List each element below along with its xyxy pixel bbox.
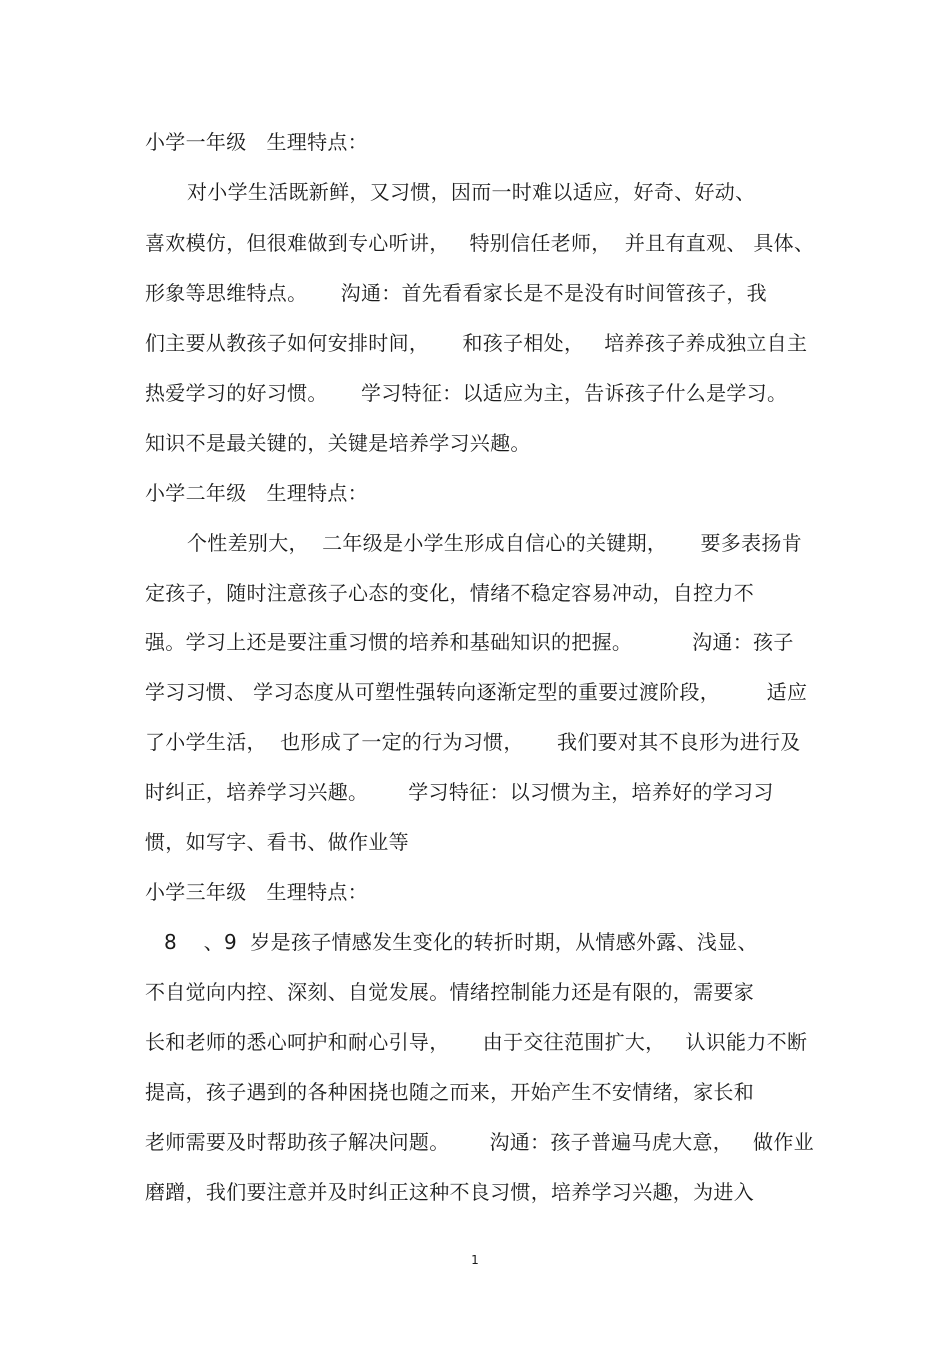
section-heading-grade-2: 小学二年级 生理特点： <box>145 481 368 505</box>
paragraph-line: 学习习惯、 学习态度从可塑性强转向逐渐定型的重要过渡阶段， 适应 <box>145 680 808 704</box>
paragraph-line: 形象等思维特点。 沟通：首先看看家长是不是没有时间管孩子，我 <box>145 281 767 305</box>
paragraph-line: 们主要从教孩子如何安排时间， 和孩子相处， 培养孩子养成独立自主 <box>145 331 808 355</box>
paragraph-line: 了小学生活， 也形成了一定的行为习惯， 我们要对其不良形为进行及 <box>145 730 801 754</box>
paragraph-line: 提高，孩子遇到的各种困挠也随之而来，开始产生不安情绪，家长和 <box>145 1080 754 1104</box>
paragraph-line: 时纠正，培养学习兴趣。 学习特征：以习惯为主，培养好的学习习 <box>145 780 774 804</box>
paragraph-line: 强。学习上还是要注重习惯的培养和基础知识的把握。 沟通：孩子 <box>145 630 794 654</box>
paragraph-line: 不自觉向内控、深刻、自觉发展。情绪控制能力还是有限的，需要家 <box>145 980 754 1004</box>
paragraph-line: 惯，如写字、看书、做作业等 <box>145 830 409 854</box>
paragraph-line: 8 、9 岁是孩子情感发生变化的转折时期，从情感外露、浅显、 <box>164 930 758 954</box>
paragraph-line: 定孩子，随时注意孩子心态的变化，情绪不稳定容易冲动，自控力不 <box>145 581 754 605</box>
page-number: 1 <box>471 1253 479 1267</box>
paragraph-line: 对小学生活既新鲜，又习惯，因而一时难以适应，好奇、好动、 <box>187 180 756 204</box>
paragraph-line: 老师需要及时帮助孩子解决问题。 沟通：孩子普遍马虎大意， 做作业 <box>145 1130 814 1154</box>
section-heading-grade-1: 小学一年级 生理特点： <box>145 130 368 154</box>
paragraph-line: 磨蹭，我们要注意并及时纠正这种不良习惯，培养学习兴趣，为进入 <box>145 1180 754 1204</box>
paragraph-line: 个性差别大， 二年级是小学生形成自信心的关键期， 要多表扬肯 <box>187 531 803 555</box>
paragraph-line: 长和老师的悉心呵护和耐心引导， 由于交往范围扩大， 认识能力不断 <box>145 1030 808 1054</box>
section-heading-grade-3: 小学三年级 生理特点： <box>145 880 368 904</box>
paragraph-line: 喜欢模仿，但很难做到专心听讲， 特别信任老师， 并且有直观、 具体、 <box>145 231 815 255</box>
paragraph-line: 知识不是最关键的，关键是培养学习兴趣。 <box>145 431 531 455</box>
paragraph-line: 热爱学习的好习惯。 学习特征：以适应为主，告诉孩子什么是学习。 <box>145 381 788 405</box>
